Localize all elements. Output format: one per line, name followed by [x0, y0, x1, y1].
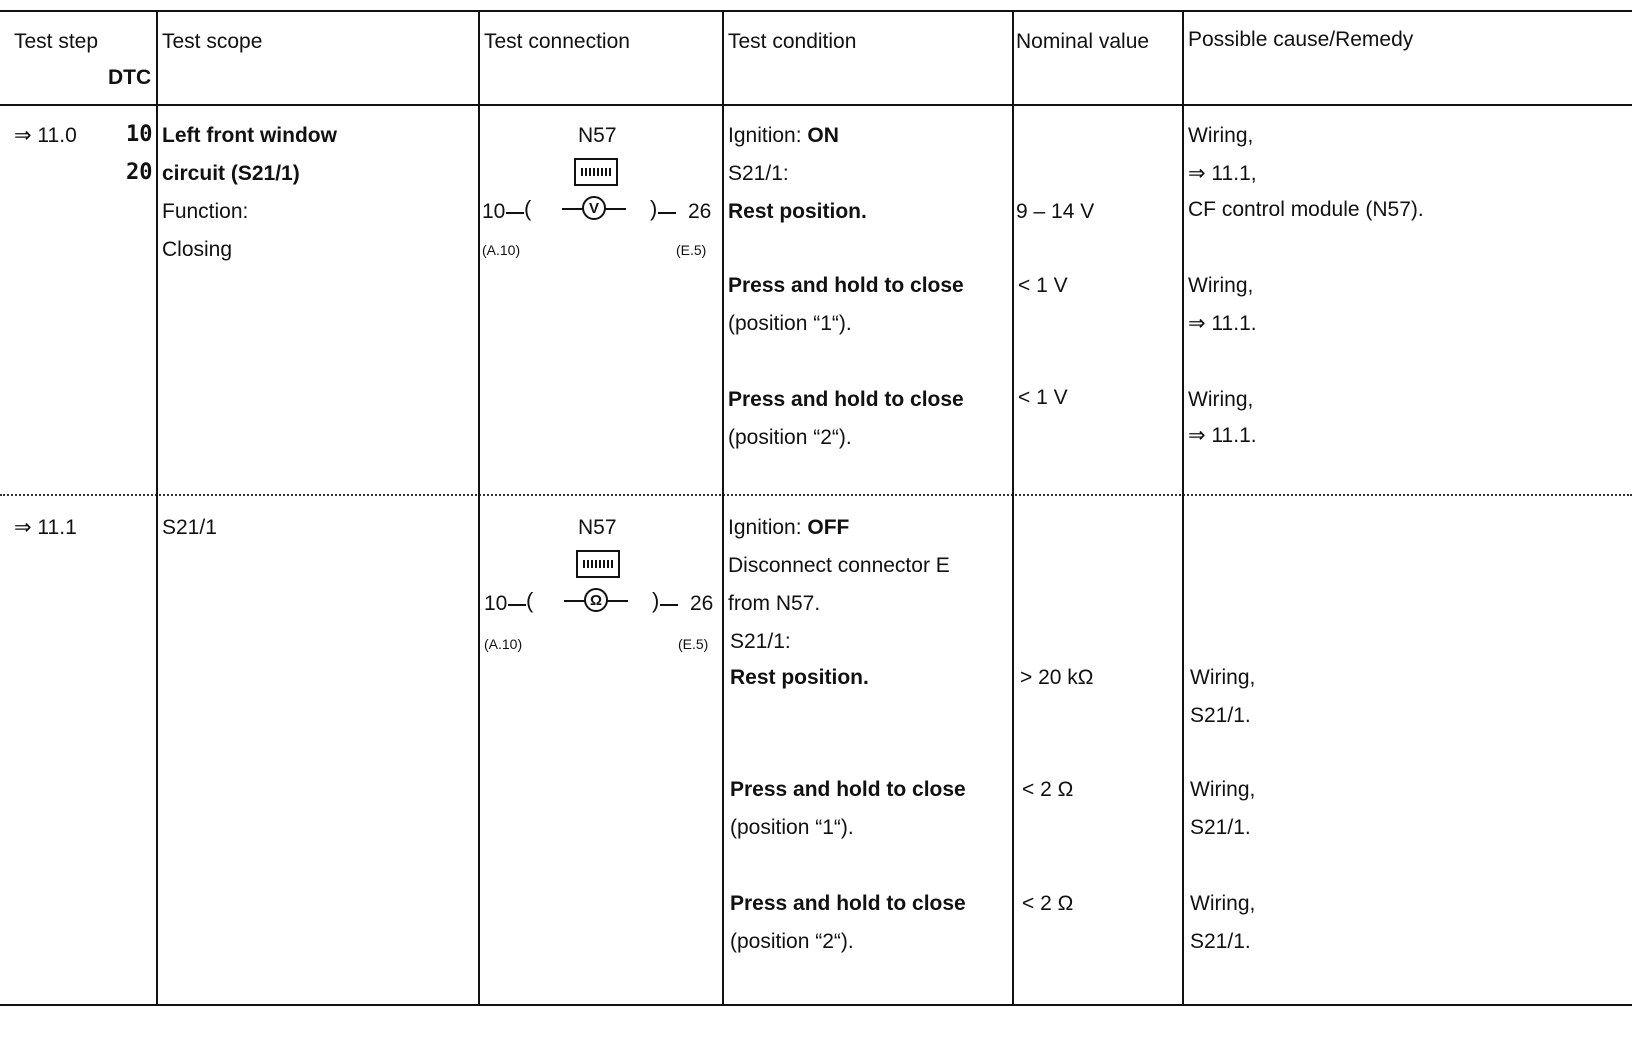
scope-function-value: Closing [162, 238, 233, 261]
lead-wire-icon [506, 212, 524, 214]
ignition-state: ON [807, 124, 839, 147]
header-test-step: Test step [14, 30, 99, 53]
disconnect-instruction: Disconnect connector E [728, 554, 950, 577]
condition-text: Rest position. [730, 666, 869, 689]
condition-subtext: (position “1“). [730, 816, 854, 839]
plug-right-icon: ) [650, 196, 658, 221]
cause-line: Wiring, [1190, 666, 1256, 689]
nominal-value: < 2 Ω [1022, 892, 1074, 915]
col-divider-2 [478, 10, 480, 1004]
cause-line: S21/1. [1190, 930, 1251, 953]
cause-line: Wiring, [1188, 124, 1254, 147]
col-divider-4 [1012, 10, 1014, 1004]
voltmeter-icon: V [582, 196, 606, 220]
header-bottom-rule [0, 104, 1632, 106]
condition-text: Rest position. [728, 200, 867, 223]
dtc-code: 10 [126, 122, 153, 147]
scope-function-label: Function: [162, 200, 249, 223]
nominal-value: 9 – 14 V [1016, 200, 1095, 223]
header-dtc: DTC [108, 66, 152, 89]
cause-line: Wiring, [1190, 892, 1256, 915]
plug-right-icon: ) [652, 588, 660, 613]
step-number: ⇒ 11.1 [14, 516, 77, 539]
cause-line: ⇒ 11.1, [1188, 162, 1257, 185]
condition-subtext: (position “2“). [728, 426, 852, 449]
module-label: N57 [578, 124, 617, 147]
header-nominal-value: Nominal value [1016, 30, 1150, 53]
lead-wire-icon [508, 604, 526, 606]
plug-left-icon: ( [524, 196, 532, 221]
nominal-value: > 20 kΩ [1020, 666, 1094, 689]
control-module-icon [574, 158, 618, 186]
scope-title: S21/1 [162, 516, 217, 539]
switch-label: S21/1: [730, 630, 791, 653]
condition-text: Press and hold to close [728, 388, 964, 411]
table-top-rule [0, 10, 1632, 12]
pin-left-ref: (A.10) [484, 636, 523, 652]
lead-wire-icon [658, 212, 676, 214]
condition-text: Press and hold to close [728, 274, 964, 297]
condition-text: Press and hold to close [730, 778, 966, 801]
ignition-state: OFF [807, 516, 850, 539]
nominal-value: < 2 Ω [1022, 778, 1074, 801]
pin-right-ref: (E.5) [676, 242, 707, 258]
header-test-condition: Test condition [728, 30, 857, 53]
cause-line: CF control module (N57). [1188, 198, 1424, 221]
col-divider-1 [156, 10, 158, 1004]
lead-wire-icon [660, 604, 678, 606]
cause-line: Wiring, [1188, 388, 1254, 411]
header-test-scope: Test scope [162, 30, 263, 53]
condition-subtext: (position “2“). [730, 930, 854, 953]
cause-line: Wiring, [1188, 274, 1254, 297]
pin-left-ref: (A.10) [482, 242, 521, 258]
col-divider-5 [1182, 10, 1184, 1004]
control-module-icon [576, 550, 620, 578]
ignition-label: Ignition: [728, 516, 808, 539]
pin-right-ref: (E.5) [678, 636, 709, 652]
col-divider-3 [722, 10, 724, 1004]
header-cause-remedy: Possible cause/Remedy [1188, 28, 1414, 51]
condition-subtext: (position “1“). [728, 312, 852, 335]
ignition-label: Ignition: [728, 124, 808, 147]
scope-title: circuit (S21/1) [162, 162, 300, 185]
plug-left-icon: ( [526, 588, 534, 613]
pin-left: 10 [484, 592, 508, 615]
nominal-value: < 1 V [1018, 386, 1068, 409]
switch-label: S21/1: [728, 162, 789, 185]
ignition-condition [728, 124, 839, 148]
nominal-value: < 1 V [1018, 274, 1068, 297]
step-number: ⇒ 11.0 [14, 124, 77, 147]
condition-text: Press and hold to close [730, 892, 966, 915]
module-label: N57 [578, 516, 617, 539]
dtc-code: 20 [126, 160, 153, 185]
step-separator [0, 494, 1632, 496]
cause-line: ⇒ 11.1. [1188, 312, 1257, 335]
ohmmeter-icon: Ω [584, 588, 608, 612]
pin-right: 26 [688, 200, 712, 223]
disconnect-instruction: from N57. [728, 592, 821, 615]
pin-left: 10 [482, 200, 506, 223]
table-bottom-rule [0, 1004, 1632, 1006]
cause-line: S21/1. [1190, 704, 1251, 727]
scope-title: Left front window [162, 124, 337, 147]
cause-line: Wiring, [1190, 778, 1256, 801]
cause-line: S21/1. [1190, 816, 1251, 839]
pin-right: 26 [690, 592, 714, 615]
ignition-condition [728, 516, 849, 540]
cause-line: ⇒ 11.1. [1188, 424, 1257, 447]
header-test-connection: Test connection [484, 30, 630, 53]
